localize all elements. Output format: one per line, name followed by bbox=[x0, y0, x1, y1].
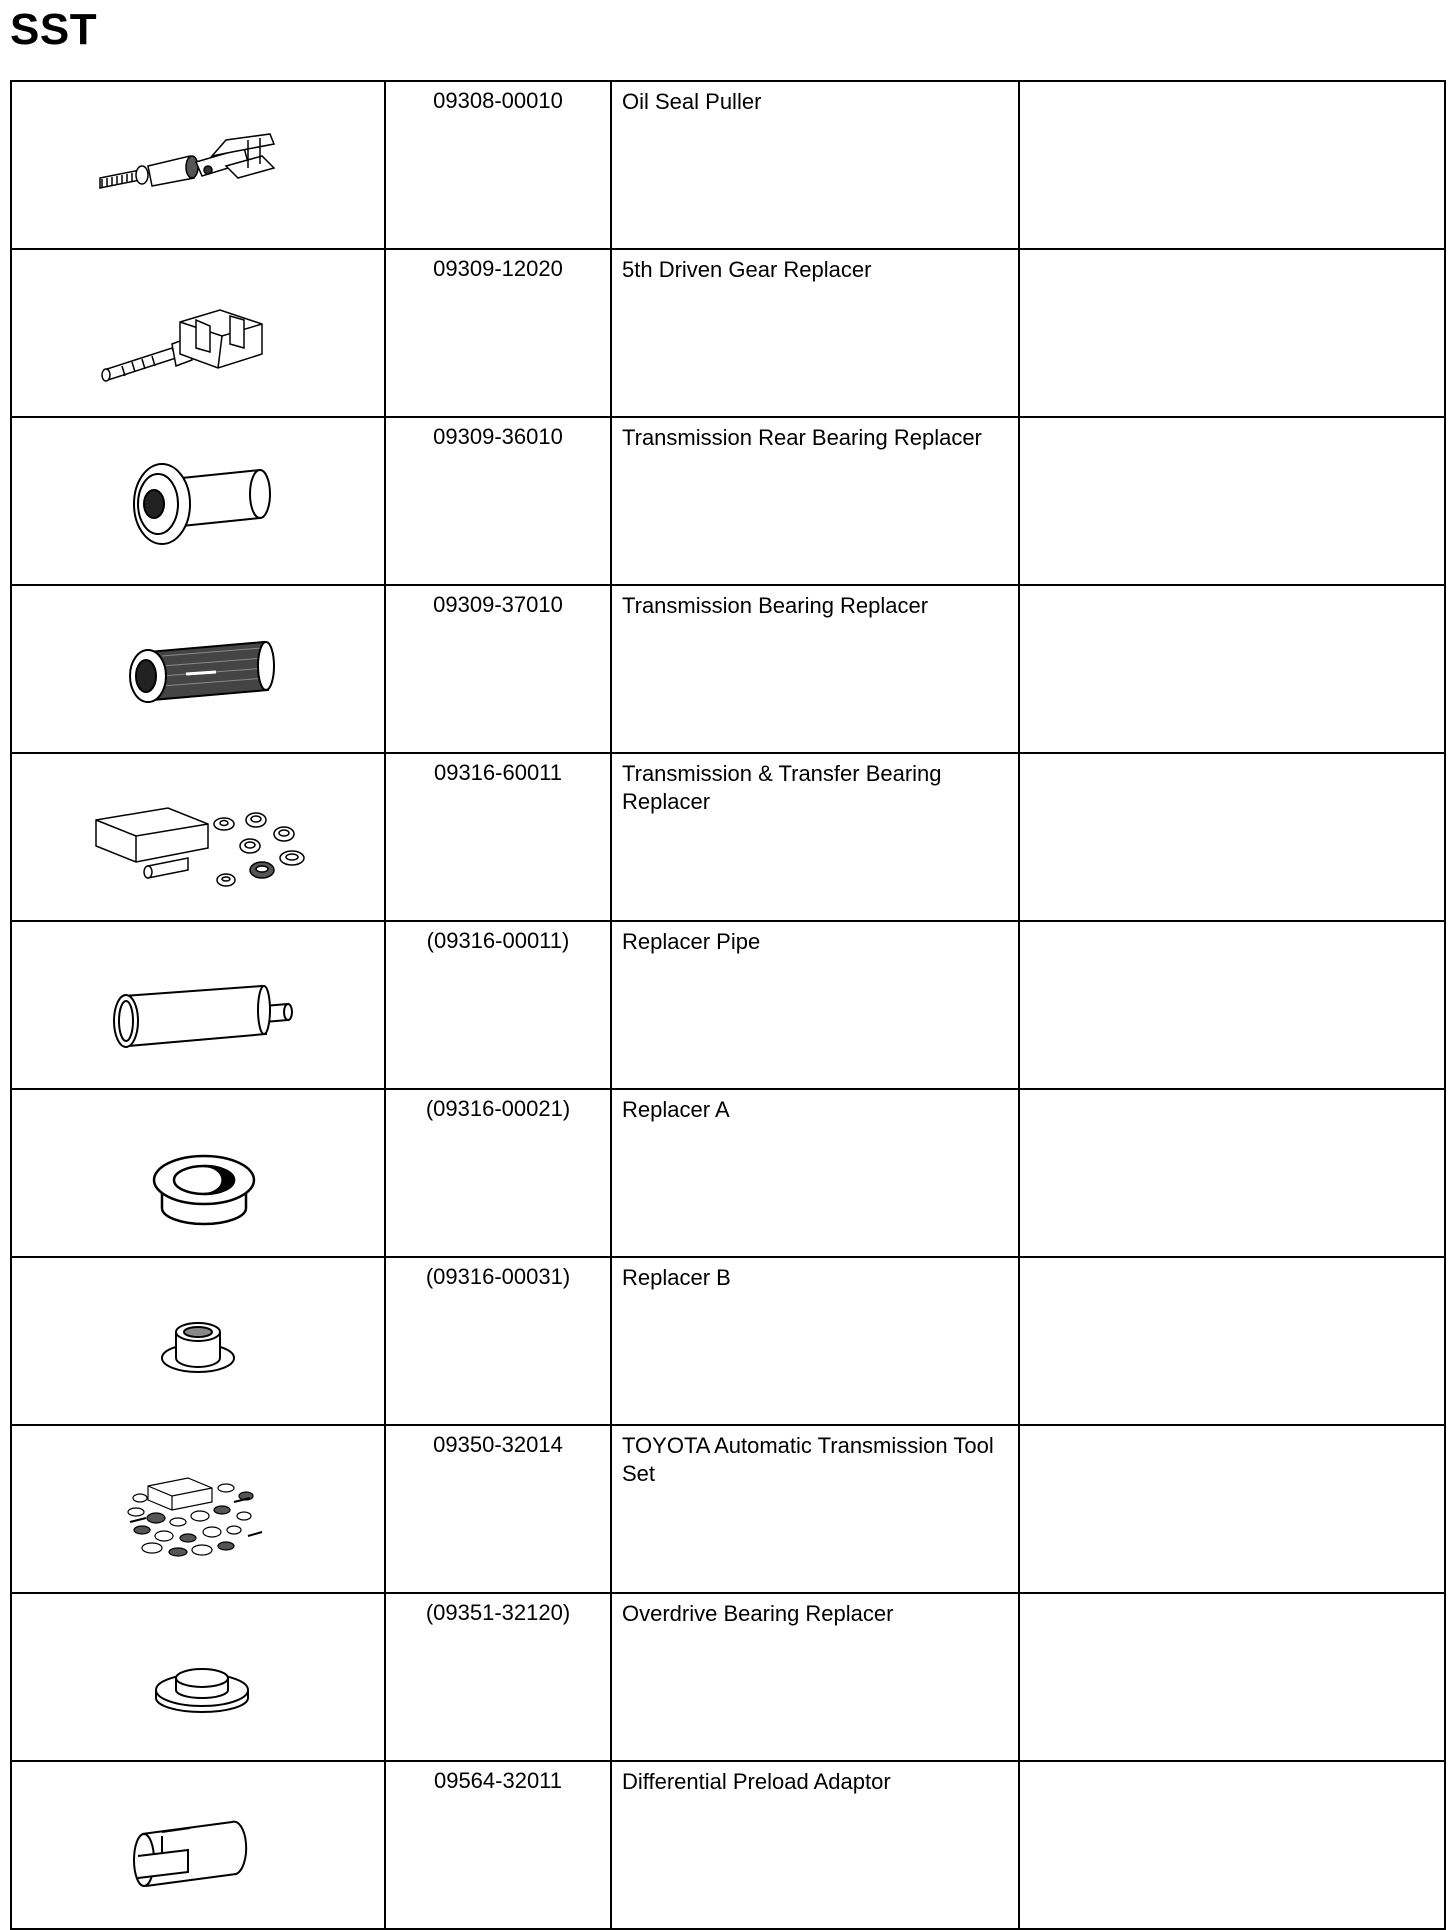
tool-illustration-cell bbox=[11, 417, 385, 585]
tool-illustration-cell bbox=[11, 585, 385, 753]
tool-name-cell bbox=[611, 81, 1019, 249]
part-number-cell bbox=[385, 1761, 611, 1929]
transfer-bearing-replacer-set-illustration bbox=[12, 754, 384, 914]
tool-name: Overdrive Bearing Replacer bbox=[622, 1601, 894, 1626]
part-number: 09308-00010 bbox=[433, 88, 563, 113]
page-title: SST bbox=[10, 5, 98, 54]
tool-name: Replacer B bbox=[622, 1265, 731, 1290]
table-row bbox=[11, 753, 1445, 921]
oil-seal-puller-illustration bbox=[12, 82, 384, 242]
part-number-cell bbox=[385, 921, 611, 1089]
part-number-cell bbox=[385, 1425, 611, 1593]
part-number: 09309-37010 bbox=[433, 592, 563, 617]
part-number: 09316-60011 bbox=[433, 760, 563, 785]
part-number: 09350-32014 bbox=[433, 1432, 563, 1457]
table-row bbox=[11, 1761, 1445, 1929]
tool-name-cell bbox=[611, 753, 1019, 921]
part-number: (09351-32120) bbox=[425, 1600, 571, 1625]
part-number: 09309-36010 bbox=[433, 424, 563, 449]
tool-illustration-cell bbox=[11, 1257, 385, 1425]
part-number: 09309-12020 bbox=[433, 256, 563, 281]
tool-name-cell bbox=[611, 585, 1019, 753]
bearing-replacer-illustration bbox=[12, 586, 384, 746]
tool-name-cell bbox=[611, 417, 1019, 585]
note-cell bbox=[1019, 249, 1445, 417]
part-number: (09316-00011) bbox=[426, 928, 570, 953]
overdrive-bearing-replacer-illustration bbox=[12, 1594, 384, 1754]
sst-table bbox=[10, 80, 1446, 1930]
part-number-cell bbox=[385, 1593, 611, 1761]
part-number-cell bbox=[385, 585, 611, 753]
note-cell bbox=[1019, 1089, 1445, 1257]
tool-name: Replacer A bbox=[622, 1097, 730, 1122]
note-cell bbox=[1019, 585, 1445, 753]
table-row bbox=[11, 585, 1445, 753]
part-number-cell bbox=[385, 1089, 611, 1257]
tool-name-cell bbox=[611, 1761, 1019, 1929]
note-cell bbox=[1019, 1257, 1445, 1425]
tool-name-cell bbox=[611, 1425, 1019, 1593]
tool-illustration-cell bbox=[11, 1425, 385, 1593]
replacer-a-illustration bbox=[12, 1090, 384, 1250]
note-cell bbox=[1019, 1761, 1445, 1929]
note-cell bbox=[1019, 1593, 1445, 1761]
tool-name: Differential Preload Adaptor bbox=[622, 1769, 891, 1794]
tool-set-illustration bbox=[12, 1426, 384, 1586]
tool-name-cell bbox=[611, 921, 1019, 1089]
note-cell bbox=[1019, 417, 1445, 585]
note-cell bbox=[1019, 753, 1445, 921]
preload-adaptor-illustration bbox=[12, 1762, 384, 1922]
table-row bbox=[11, 921, 1445, 1089]
table-row bbox=[11, 1257, 1445, 1425]
tool-name: Replacer Pipe bbox=[622, 929, 761, 954]
note-cell bbox=[1019, 1425, 1445, 1593]
part-number-cell bbox=[385, 753, 611, 921]
part-number-cell bbox=[385, 417, 611, 585]
tool-name-cell bbox=[611, 1089, 1019, 1257]
tool-name: 5th Driven Gear Replacer bbox=[622, 257, 872, 282]
tool-illustration-cell bbox=[11, 1089, 385, 1257]
part-number: (09316-00031) bbox=[425, 1264, 571, 1289]
tool-name: Transmission Bearing Replacer bbox=[622, 593, 929, 618]
tool-name: TOYOTA Automatic Transmission Tool Set bbox=[622, 1433, 994, 1486]
tool-name-cell bbox=[611, 249, 1019, 417]
tool-illustration-cell bbox=[11, 1593, 385, 1761]
replacer-pipe-illustration bbox=[12, 922, 384, 1082]
tool-name: Oil Seal Puller bbox=[622, 89, 762, 114]
tool-illustration-cell bbox=[11, 921, 385, 1089]
table-row bbox=[11, 417, 1445, 585]
part-number-cell bbox=[385, 1257, 611, 1425]
note-cell bbox=[1019, 921, 1445, 1089]
tool-name-cell bbox=[611, 1257, 1019, 1425]
table-row bbox=[11, 1425, 1445, 1593]
tool-illustration-cell bbox=[11, 1761, 385, 1929]
table-row bbox=[11, 1593, 1445, 1761]
note-cell bbox=[1019, 81, 1445, 249]
part-number-cell bbox=[385, 81, 611, 249]
part-number: (09316-00021) bbox=[425, 1096, 571, 1121]
gear-replacer-illustration bbox=[12, 250, 384, 410]
tool-name: Transmission & Transfer Bearing Replacer bbox=[622, 761, 942, 814]
table-row bbox=[11, 81, 1445, 249]
replacer-b-illustration bbox=[12, 1258, 384, 1418]
part-number-cell bbox=[385, 249, 611, 417]
table-row bbox=[11, 1089, 1445, 1257]
tool-illustration-cell bbox=[11, 81, 385, 249]
part-number: 09564-32011 bbox=[433, 1768, 563, 1793]
tool-illustration-cell bbox=[11, 249, 385, 417]
tool-name-cell bbox=[611, 1593, 1019, 1761]
rear-bearing-replacer-illustration bbox=[12, 418, 384, 578]
tool-name: Transmission Rear Bearing Replacer bbox=[622, 425, 982, 450]
table-row bbox=[11, 249, 1445, 417]
tool-illustration-cell bbox=[11, 753, 385, 921]
